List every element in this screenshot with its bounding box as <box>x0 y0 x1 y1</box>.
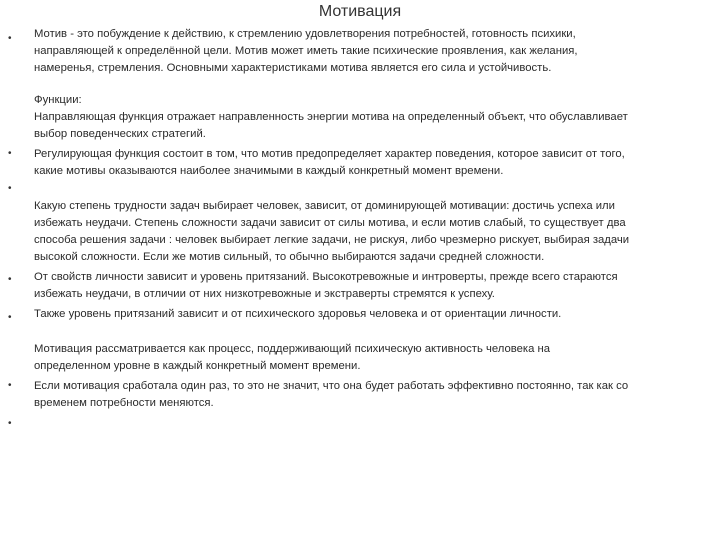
bullet-icon: • <box>8 418 12 429</box>
text-line: Мотивация рассматривается как процесс, поддерживающий психическую активность человека на <box>34 343 551 355</box>
text-line: Функции: <box>34 94 82 106</box>
text-line: избежать неудачи. Степень сложности задачи зависит от силы мотива, и если мотив слабый, то существует два <box>34 217 626 229</box>
text-line: направляющей к определённой цели. Мотив может иметь такие психические проявления, как желания, <box>34 45 578 57</box>
text-line: избежать неудачи, в отличии от них низкотревожные и экстраверты стремятся к успеху. <box>34 288 495 300</box>
bullet-icon: • <box>8 312 12 323</box>
text-line: намеренья, стремления. Основными характеристиками мотива является его сила и устойчивость. <box>34 62 552 74</box>
bullet-icon: • <box>8 33 12 44</box>
text-line: Регулирующая функция состоит в том, что мотив предопределяет характер поведения, которое зависит от того, <box>34 148 625 160</box>
text-line: временем потребности меняются. <box>34 397 214 409</box>
bullet-icon: • <box>8 148 12 159</box>
text-line: От свойств личности зависит и уровень притязаний. Высокотревожные и интроверты, прежде всего стараются <box>34 271 618 283</box>
text-line: способа решения задачи : человек выбирает легкие задачи, не рискуя, либо чрезмерно рискует, выбирая задачи <box>34 234 630 246</box>
text-line: Какую степень трудности задач выбирает человек, зависит, от доминирующей мотивации: достичь успеха или <box>34 200 615 212</box>
text-line: Направляющая функция отражает направленность энергии мотива на определенный объект, что обуславливает <box>34 111 628 123</box>
text-line: выбор поведенческих стратегий. <box>34 128 206 140</box>
text-line: определенном уровне в каждый конкретный момент времени. <box>34 360 361 372</box>
text-line: Если мотивация сработала один раз, то это не значит, что она будет работать эффективно постоянно, так как со <box>34 380 629 392</box>
text-line: высокой сложности. Если же мотив сильный, то обычно выбираются задачи средней сложности. <box>34 251 545 263</box>
bullet-icon: • <box>8 274 12 285</box>
bullet-icon: • <box>8 183 12 194</box>
slide-title: Мотивация <box>318 3 402 20</box>
bullet-icon: • <box>8 380 12 391</box>
text-line: какие мотивы оказываются наиболее значимыми в каждый конкретный момент времени. <box>34 165 504 177</box>
text-line: Также уровень притязаний зависит и от психического здоровья человека и от ориентации личности. <box>34 308 562 320</box>
text-line: Мотив - это побуждение к действию, к стремлению удовлетворения потребностей, готовность психики, <box>34 28 576 40</box>
